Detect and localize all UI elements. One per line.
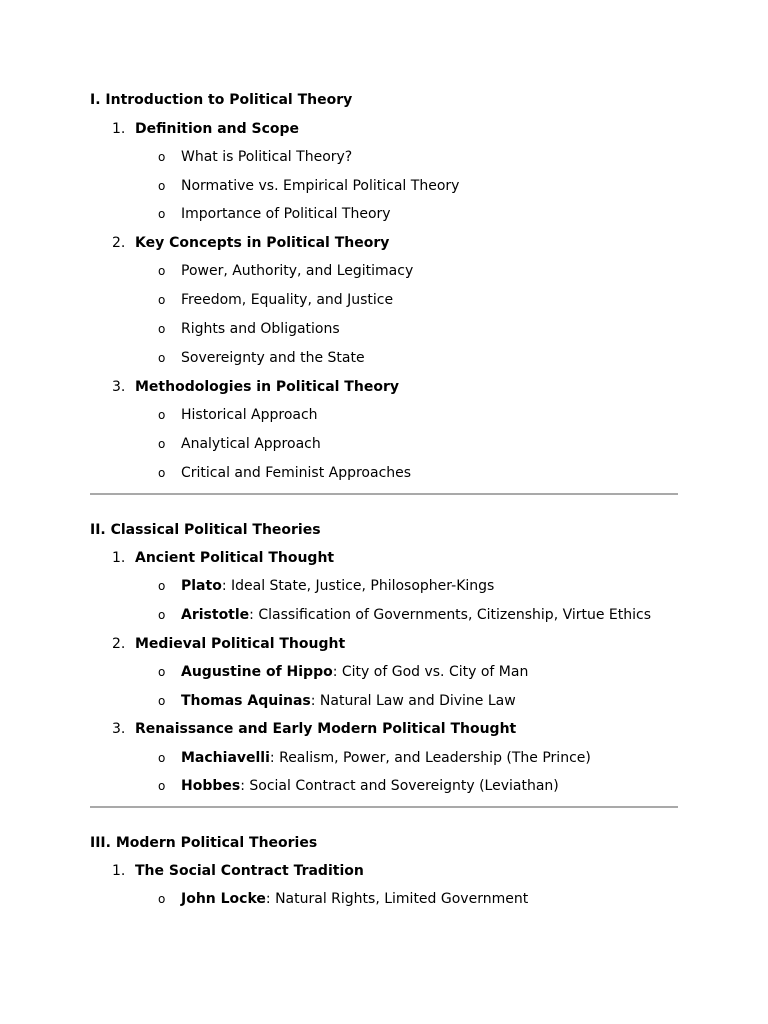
section-divider [90, 493, 678, 495]
outline-item [112, 379, 399, 395]
thinker-name: Augustine of Hippo [181, 664, 333, 680]
sub-item-text: Rights and Obligations [181, 321, 340, 337]
item-label: Definition and Scope [135, 121, 300, 137]
section-title: III. Modern Political Theories [90, 835, 318, 851]
section-title: II. Classical Political Theories [90, 522, 321, 538]
thinker-name: Plato [181, 578, 222, 594]
outline-item [112, 636, 345, 652]
section-title: I. Introduction to Political Theory [90, 92, 353, 108]
sub-item [158, 436, 321, 452]
sub-item [158, 578, 494, 594]
sub-item-text: : City of God vs. City of Man [332, 664, 529, 680]
item-number: 1. [112, 863, 126, 879]
item-number: 1. [112, 121, 126, 137]
sub-item [158, 350, 365, 366]
item-label: Medieval Political Thought [135, 636, 346, 652]
sub-item [158, 750, 591, 766]
item-label: The Social Contract Tradition [135, 863, 364, 879]
bullet-icon: o [158, 694, 166, 708]
bullet-icon: o [158, 779, 166, 793]
bullet-icon: o [158, 665, 166, 679]
sub-item [158, 607, 651, 623]
outline-item [112, 550, 334, 566]
section-divider [90, 806, 678, 808]
bullet-icon: o [158, 579, 166, 593]
sub-item-text: Power, Authority, and Legitimacy [181, 263, 414, 279]
sub-item [158, 891, 528, 907]
item-number: 1. [112, 550, 126, 566]
bullet-icon: o [158, 892, 166, 906]
sub-item-text: What is Political Theory? [181, 149, 353, 165]
sub-item-text: Analytical Approach [181, 436, 321, 452]
item-label: Ancient Political Thought [135, 550, 335, 566]
outline-item [112, 235, 389, 251]
bullet-icon: o [158, 179, 166, 193]
thinker-name: Hobbes [181, 778, 241, 794]
item-number: 2. [112, 235, 126, 251]
outline-item [112, 121, 299, 137]
item-label: Renaissance and Early Modern Political Thought [135, 721, 517, 737]
sub-item [158, 263, 413, 279]
bullet-icon: o [158, 264, 166, 278]
sub-item [158, 407, 318, 423]
sub-item [158, 292, 393, 308]
item-number: 2. [112, 636, 126, 652]
thinker-name: Aristotle [181, 607, 250, 623]
sub-item [158, 149, 352, 165]
sub-item-text: : Natural Law and Divine Law [310, 693, 516, 709]
sub-item [158, 664, 528, 680]
outline-item [112, 721, 516, 737]
item-number: 3. [112, 721, 126, 737]
outline-item [112, 863, 364, 879]
bullet-icon: o [158, 437, 166, 451]
sub-item [158, 321, 340, 337]
sub-item-text: Critical and Feminist Approaches [181, 465, 412, 481]
item-label: Methodologies in Political Theory [135, 379, 399, 395]
bullet-icon: o [158, 466, 166, 480]
sub-item [158, 778, 559, 794]
sub-item-text: : Classification of Governments, Citizenship, Virtue Ethics [249, 607, 652, 623]
sub-item [158, 465, 411, 481]
sub-item [158, 178, 459, 194]
bullet-icon: o [158, 150, 166, 164]
sub-item [158, 206, 391, 222]
bullet-icon: o [158, 751, 166, 765]
item-number: 3. [112, 379, 126, 395]
bullet-icon: o [158, 322, 166, 336]
bullet-icon: o [158, 207, 166, 221]
sub-item-text: Importance of Political Theory [181, 206, 391, 222]
sub-item-text: Historical Approach [181, 407, 318, 423]
bullet-icon: o [158, 293, 166, 307]
thinker-name: John Locke [181, 891, 266, 907]
sub-item [158, 693, 516, 709]
thinker-name: Thomas Aquinas [181, 693, 311, 709]
sub-item-text: : Realism, Power, and Leadership (The Prince) [269, 750, 591, 766]
thinker-name: Machiavelli [181, 750, 270, 766]
item-label: Key Concepts in Political Theory [135, 235, 390, 251]
sub-item-text: : Ideal State, Justice, Philosopher-Kings [221, 578, 495, 594]
bullet-icon: o [158, 408, 166, 422]
sub-item-text: : Social Contract and Sovereignty (Leviathan) [240, 778, 559, 794]
sub-item-text: Sovereignty and the State [181, 350, 365, 366]
bullet-icon: o [158, 351, 166, 365]
sub-item-text: Freedom, Equality, and Justice [181, 292, 394, 308]
sub-item-text: : Natural Rights, Limited Government [265, 891, 529, 907]
sub-item-text: Normative vs. Empirical Political Theory [181, 178, 460, 194]
bullet-icon: o [158, 608, 166, 622]
